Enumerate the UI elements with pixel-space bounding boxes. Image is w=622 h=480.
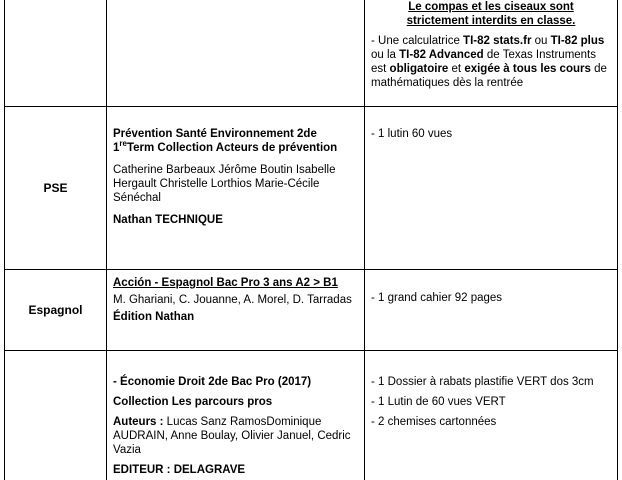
calculator-requirement: - Une calculatrice TI-82 stats.fr ou TI-82 plus ou la TI-82 Advanced de Texas Instruments est obligatoire et exigée à tous les cours de mathématiques dès la rentrée <box>371 35 607 89</box>
book-publisher: Nathan TECHNIQUE <box>113 214 223 226</box>
book-collection: Collection Les parcours pros <box>113 396 273 408</box>
book-authors: Catherine Barbeaux Jérôme Boutin Isabelle Hergault Christelle Lorthios Marie-Cécile Sénéchal <box>113 164 336 204</box>
supplies-cell <box>365 270 618 351</box>
subject-cell <box>5 0 107 107</box>
subject-label: Espagnol <box>28 303 83 317</box>
book-publisher: Édition Nathan <box>113 311 195 323</box>
table-row <box>5 351 618 480</box>
book-cell <box>107 0 365 107</box>
table-row <box>5 107 618 270</box>
warning-text: Le compas et les ciseaux sont strictement interdits en classe. <box>406 1 576 27</box>
supply-item: - 1 lutin 60 vues <box>371 128 453 140</box>
book-publisher: EDITEUR : DELAGRAVE <box>113 464 246 476</box>
book-title: - Économie Droit 2de Bac Pro (2017) <box>113 376 312 388</box>
book-authors: Auteurs : Lucas Sanz RamosDominique AUDRAIN, Anne Boulay, Olivier Januel, Cedric Vazia <box>113 416 351 456</box>
subject-cell <box>5 351 107 480</box>
subject-cell <box>5 270 107 351</box>
supply-item: - 1 Dossier à rabats plastifie VERT dos 3cm <box>371 376 594 388</box>
supplies-cell <box>365 351 618 480</box>
supply-item: - 2 chemises cartonnées <box>371 416 497 428</box>
book-cell <box>107 351 365 480</box>
supplies-cell <box>365 0 618 107</box>
supply-item: - 1 Lutin de 60 vues VERT <box>371 396 506 408</box>
supply-item: - 1 grand cahier 92 pages <box>371 292 503 304</box>
supplies-table <box>4 0 618 480</box>
book-cell <box>107 270 365 351</box>
book-title: Prévention Santé Environnement 2de 1reTerm Collection Acteurs de prévention <box>113 128 338 154</box>
table-row <box>5 0 618 107</box>
book-title: Acción - Espagnol Bac Pro 3 ans A2 > B1 <box>113 277 338 289</box>
book-authors: M. Ghariani, C. Jouanne, A. Morel, D. Tarradas <box>113 294 352 306</box>
table-row <box>5 270 618 351</box>
subject-label: PSE <box>43 181 68 195</box>
subject-cell <box>5 107 107 270</box>
supplies-cell <box>365 107 618 270</box>
book-cell <box>107 107 365 270</box>
